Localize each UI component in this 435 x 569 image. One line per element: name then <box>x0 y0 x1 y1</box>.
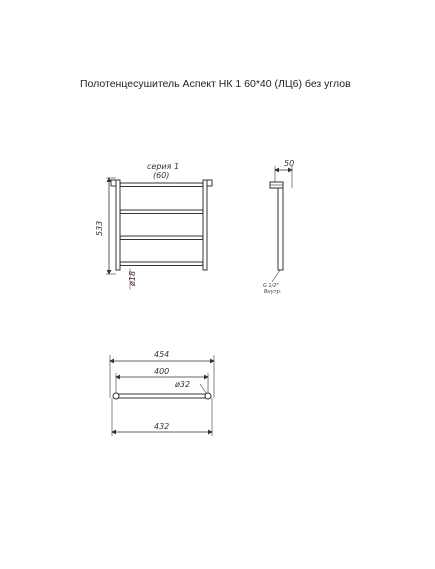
depth-dimension-label: 50 <box>284 159 295 168</box>
total-width-label: 454 <box>154 350 170 359</box>
product-title: Полотенцесушитель Аспект НК 1 60*40 (ЛЦ6) без углов <box>80 78 351 90</box>
crossbar-4 <box>120 262 203 266</box>
crossbar-3 <box>120 236 203 240</box>
series-sub-label: (60) <box>153 171 170 180</box>
front-view <box>106 178 212 290</box>
body-width-label: 432 <box>154 422 170 431</box>
series-label: серия 1 <box>147 162 180 171</box>
side-view <box>270 166 292 282</box>
center-distance-label: 400 <box>154 367 170 376</box>
tube-diameter-label: ø32 <box>175 380 191 389</box>
crossbar-2 <box>120 210 203 214</box>
thread-sub-label: Внутр. <box>264 289 282 295</box>
crossbar-1 <box>120 183 203 187</box>
height-dimension-label: 533 <box>95 220 104 236</box>
thread-label: G 1/2" <box>263 283 279 289</box>
pipe-diameter-label: ø18 <box>128 270 137 286</box>
